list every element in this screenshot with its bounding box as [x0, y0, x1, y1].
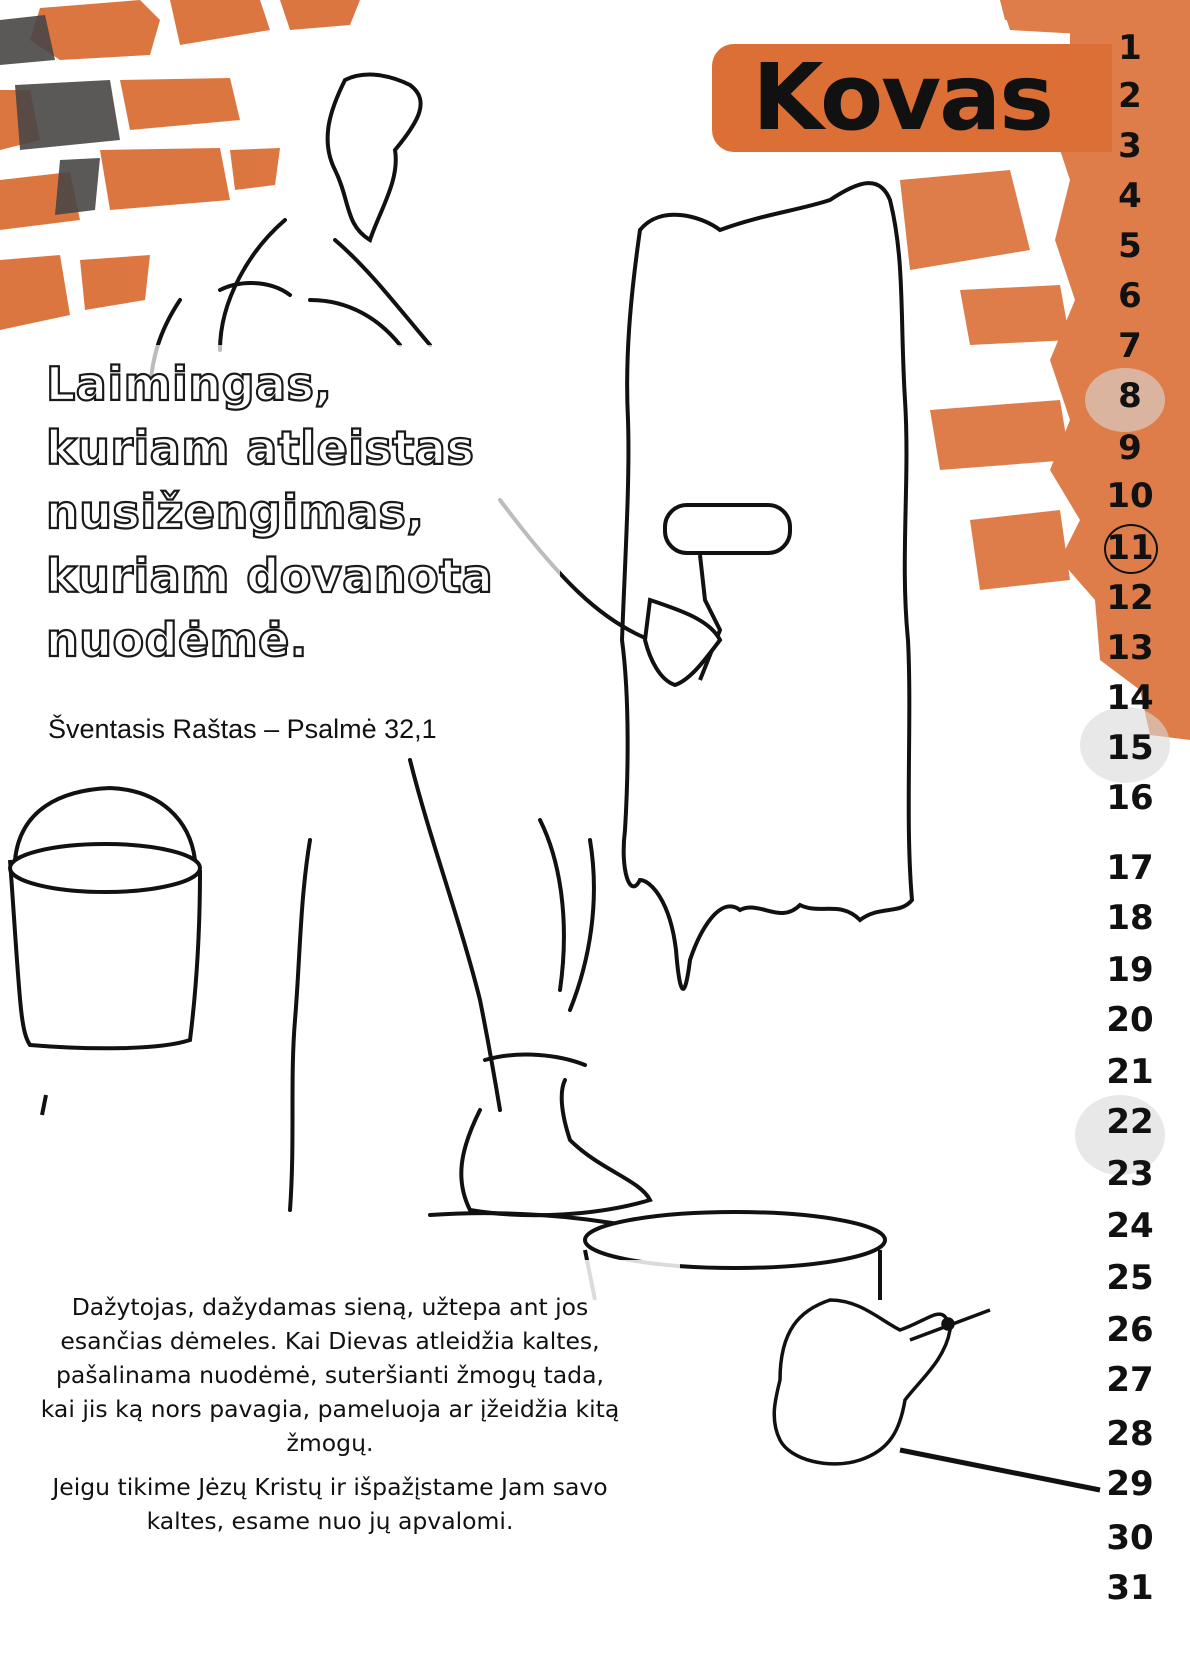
day-number: 20: [1106, 1000, 1154, 1040]
day-number: 29: [1106, 1464, 1154, 1504]
body-text: [40, 1290, 620, 1548]
day-number: 14: [1106, 678, 1154, 718]
day-number: 7: [1118, 326, 1142, 366]
day-number: 25: [1106, 1258, 1154, 1298]
day-number: 27: [1106, 1360, 1154, 1400]
day-number: 16: [1106, 778, 1154, 818]
day-number: 22: [1106, 1102, 1154, 1142]
day-number: 18: [1106, 898, 1154, 938]
month-title: Kovas: [752, 44, 1052, 151]
day-number: 9: [1118, 428, 1142, 468]
day-number: 12: [1106, 578, 1154, 618]
brick-strokes: [0, 0, 360, 330]
paragraph: Jeigu tikime Jėzų Kristų ir išpažįstame Jam savo kaltes, esame nuo jų apvalomi.: [52, 1473, 608, 1535]
hedgehog: [774, 1300, 1100, 1490]
day-number: 24: [1106, 1206, 1154, 1246]
day-number: 4: [1118, 176, 1142, 216]
day-number: 26: [1106, 1310, 1154, 1350]
paint-bucket: [10, 788, 200, 1115]
day-number: 2: [1118, 76, 1142, 116]
verse-line: Laimingas,: [46, 357, 333, 411]
day-number: 1: [1118, 28, 1142, 68]
verse-quote: [46, 352, 606, 672]
day-number: 17: [1106, 848, 1154, 888]
day-number: 30: [1106, 1518, 1154, 1558]
day-number: 3: [1118, 126, 1142, 166]
day-number: 23: [1106, 1154, 1154, 1194]
day-number: 21: [1106, 1052, 1154, 1092]
day-number: 19: [1106, 950, 1154, 990]
day-number-circled: 11: [1090, 524, 1170, 572]
day-number: 5: [1118, 226, 1142, 266]
verse-line: nusižengimas,: [46, 485, 425, 539]
verse-line: kuriam atleistas: [46, 421, 475, 475]
verse-line: nuodėmė.: [46, 613, 308, 667]
day-number: 10: [1106, 476, 1154, 516]
day-number: 13: [1106, 628, 1154, 668]
painted-patch: [622, 183, 912, 989]
day-number: 8: [1118, 376, 1142, 416]
day-number: 31: [1106, 1568, 1154, 1608]
day-number: 15: [1106, 728, 1154, 768]
day-number: 28: [1106, 1414, 1154, 1454]
verse-line: kuriam dovanota: [46, 549, 494, 603]
paragraph: Dažytojas, dažydamas sieną, užtepa ant jos esančias dėmeles. Kai Dievas atleidžia kaltes, pašalinama nuodėmė, suteršianti žmogų tada, kai jis ką nors pavagia, pameluoja ar įžeidžia kitą žmogų.: [40, 1293, 620, 1457]
verse-source: Šventasis Raštas – Psalmė 32,1: [48, 714, 437, 744]
day-number: 6: [1118, 276, 1142, 316]
